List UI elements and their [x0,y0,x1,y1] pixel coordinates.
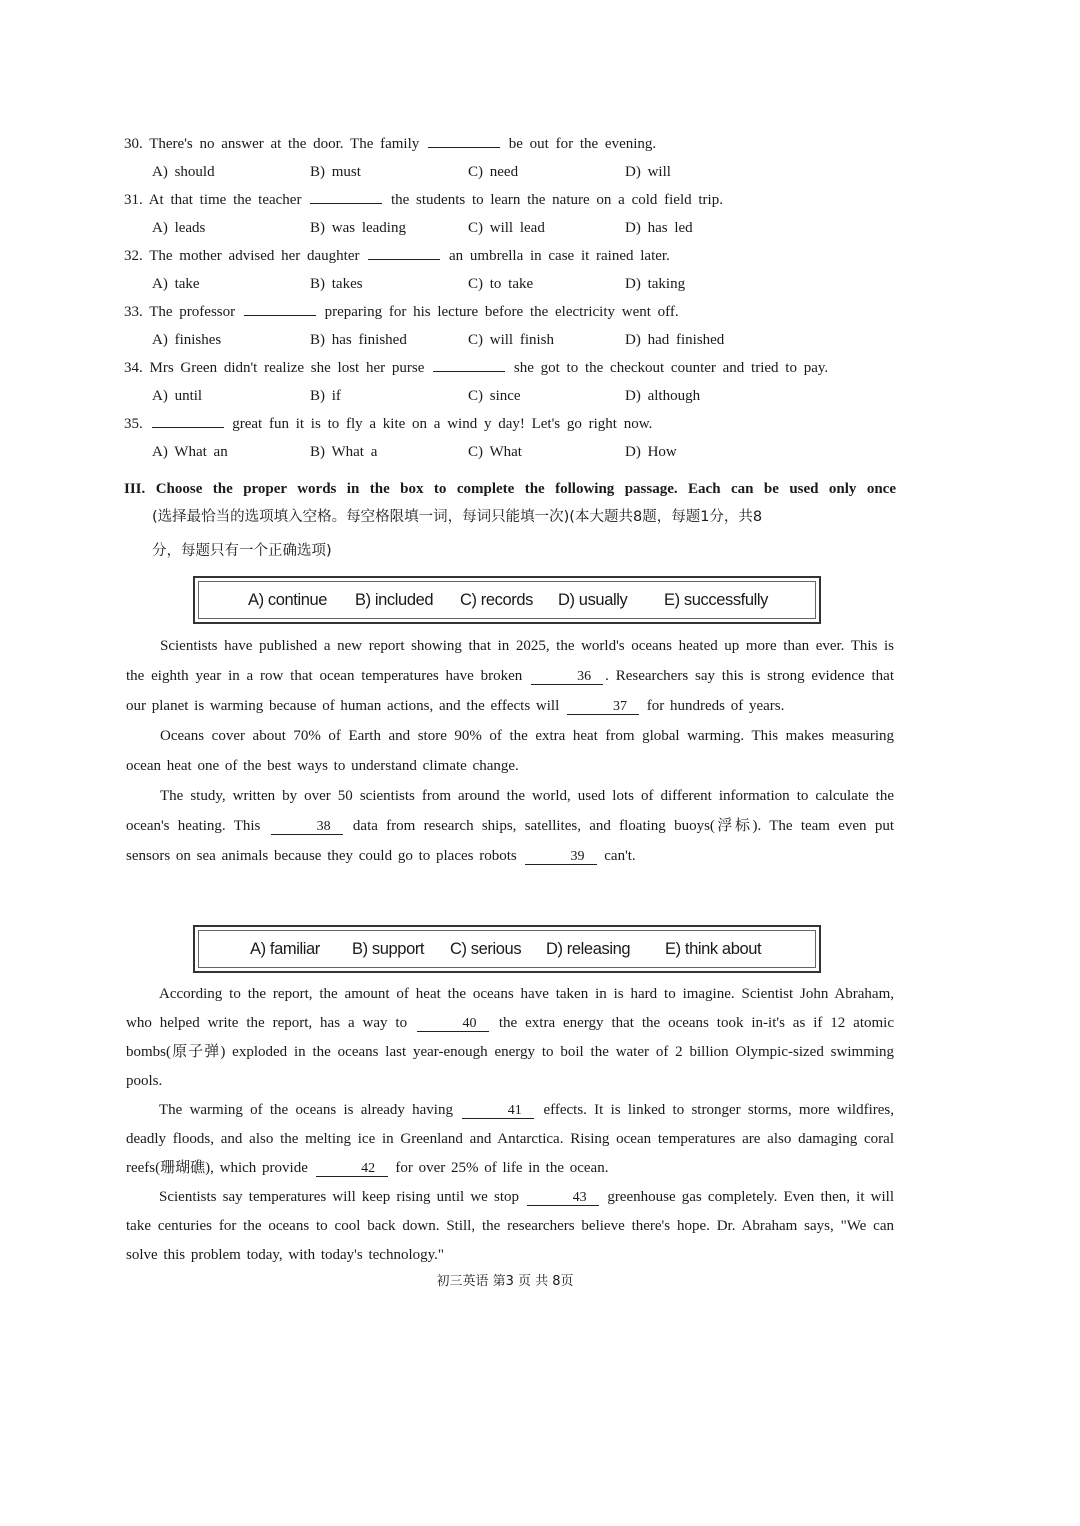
blank-36: 36 [531,669,603,685]
option-d: D) had finished [625,332,725,348]
question-31 [124,186,904,214]
answer-blank [368,245,440,260]
option-c: C) to take [468,276,534,292]
passage-text: The study, written by over 50 scientists from around the world, used lots of different information to calculate the ocean's heating. This [126,788,894,834]
option-b: B) What a [310,444,378,460]
word-option: B) support [352,940,425,958]
option-c: C) need [468,164,519,180]
question-35 [124,410,904,438]
options-31 [124,214,904,242]
word-option: D) releasing [546,940,631,958]
option-b: B) must [310,164,361,180]
question-text-after: the students to learn the nature on a cold field trip. [390,192,723,208]
question-text-after: be out for the evening. [508,136,657,152]
passage-text: The warming of the oceans is already having [159,1102,453,1118]
answer-blank [244,301,316,316]
option-c: C) will lead [468,220,545,236]
options-30 [124,158,904,186]
question-text-before: The mother advised her daughter [149,248,360,264]
word-box-2 [193,925,821,973]
word-option: A) continue [248,591,328,609]
options-33 [124,326,904,354]
paragraph [126,781,894,871]
word-option: A) familiar [250,940,320,958]
paragraph [126,1096,894,1183]
option-b: B) has finished [310,332,407,348]
blank-38: 38 [271,819,343,835]
passage-text: data from research ships, satellites, and floating buoys(浮标). The team even put sensors on sea animals because they could go to places robots [126,818,895,864]
options-35 [124,438,904,466]
blank-39: 39 [525,849,597,865]
question-text-after: she got to the checkout counter and tried to pay. [513,360,829,376]
option-a: A) should [152,164,215,180]
question-text-after: great fun it is to fly a kite on a wind y day! Let's go right now. [232,416,653,432]
option-a: A) until [152,388,203,404]
option-d: D) How [625,444,677,460]
option-a: A) What an [152,444,228,460]
option-c: C) What [468,444,522,460]
question-number: 32. [124,248,143,264]
passage-text: effects. It is linked to stronger storms, more wildfires, deadly floods, and also the melting ice in Greenland and Antarctica. Rising ocean temperatures are also damaging coral reefs(珊瑚礁), which provide [126,1102,895,1176]
passage-1 [126,631,894,871]
paragraph [126,631,894,721]
section-number: III. [124,481,146,497]
passage-text: greenhouse gas completely. Even then, it will take centuries for the oceans to cool back down. Still, the researchers believe there's hope. Dr. Abraham says, "We can solve this problem today, with today's technology." [126,1189,895,1263]
section-3-heading [124,478,896,568]
instruction-chinese-line-2: 分，每题只有一个正确选项) [152,543,332,559]
question-text-after: preparing for his lecture before the electricity went off. [324,304,679,320]
instruction-chinese-line-1: (选择最恰当的选项填入空格。每空格限填一词，每词只能填一次)(本大题共8题，每题1分，共8 [152,509,763,525]
question-number: 33. [124,304,143,320]
question-text-before: At that time the teacher [148,192,302,208]
option-b: B) if [310,388,341,404]
question-34 [124,354,904,382]
question-text-before: Mrs Green didn't realize she lost her purse [149,360,425,376]
word-option: C) records [460,591,534,609]
paragraph: Oceans cover about 70% of Earth and store 90% of the extra heat from global warming. This makes measuring ocean heat one of the best ways to understand climate change. [126,728,894,774]
paragraph [126,980,894,1096]
passage-text: Scientists have published a new report showing that in 2025, the world's oceans heated up more than ever. This is the eighth year in a row that ocean temperatures have broken [126,638,894,684]
passage-text: can't. [604,848,636,864]
option-b: B) takes [310,276,363,292]
paragraph [126,1183,894,1270]
passage-text: for hundreds of years. [646,698,785,714]
answer-blank [433,357,505,372]
options-32 [124,270,904,298]
word-option: C) serious [450,940,522,958]
blank-40: 40 [417,1016,489,1032]
word-option: B) included [355,591,434,609]
answer-blank [310,189,382,204]
question-text-before: There's no answer at the door. The family [149,136,420,152]
question-30 [124,130,904,158]
section-3-instruction [124,478,896,500]
passage-text: Scientists say temperatures will keep rising until we stop [159,1189,519,1205]
option-b: B) was leading [310,220,406,236]
answer-blank [152,413,224,428]
question-33 [124,298,904,326]
passage-text: According to the report, the amount of heat the oceans have taken in is hard to imagine. Scientist John Abraham, who helped write the report, has a way to [126,986,894,1031]
question-32 [124,242,904,270]
question-text-before: The professor [149,304,236,320]
option-d: D) will [625,164,671,180]
passage-text: the extra energy that the oceans took in-it's as if 12 atomic bombs(原子弹) exploded in the oceans last year-enough energy to boil the water of 2 billion Olympic-sized swimming pools. [126,1015,894,1089]
option-d: D) has led [625,220,693,236]
question-number: 31. [124,192,143,208]
word-option: E) think about [665,940,762,958]
option-a: A) finishes [152,332,222,348]
option-a: A) leads [152,220,206,236]
blank-41: 41 [462,1103,534,1119]
option-a: A) take [152,276,200,292]
question-number: 35. [124,416,143,432]
option-d: D) although [625,388,701,404]
passage-2 [126,980,894,1270]
options-34 [124,382,904,410]
question-number: 30. [124,136,143,152]
option-c: C) will finish [468,332,555,348]
option-d: D) taking [625,276,686,292]
passage-text: . Researchers say this is strong evidence that our planet is warming because of human actions, and the effects will [126,668,895,714]
page-footer: 初三英语 第3 页 共 8页 [436,1274,574,1289]
word-option: D) usually [558,591,628,609]
blank-43: 43 [527,1190,599,1206]
question-number: 34. [124,360,143,376]
question-text-after: an umbrella in case it rained later. [449,248,670,264]
word-option: E) successfully [664,591,769,609]
word-box-1 [193,576,821,624]
blank-37: 37 [567,699,639,715]
multiple-choice-section [124,130,904,466]
passage-text: for over 25% of life in the ocean. [395,1160,609,1176]
blank-42: 42 [316,1161,388,1177]
option-c: C) since [468,388,521,404]
answer-blank [428,133,500,148]
instruction-text: Choose the proper words in the box to complete the following passage. Each can be used only once [155,481,896,497]
